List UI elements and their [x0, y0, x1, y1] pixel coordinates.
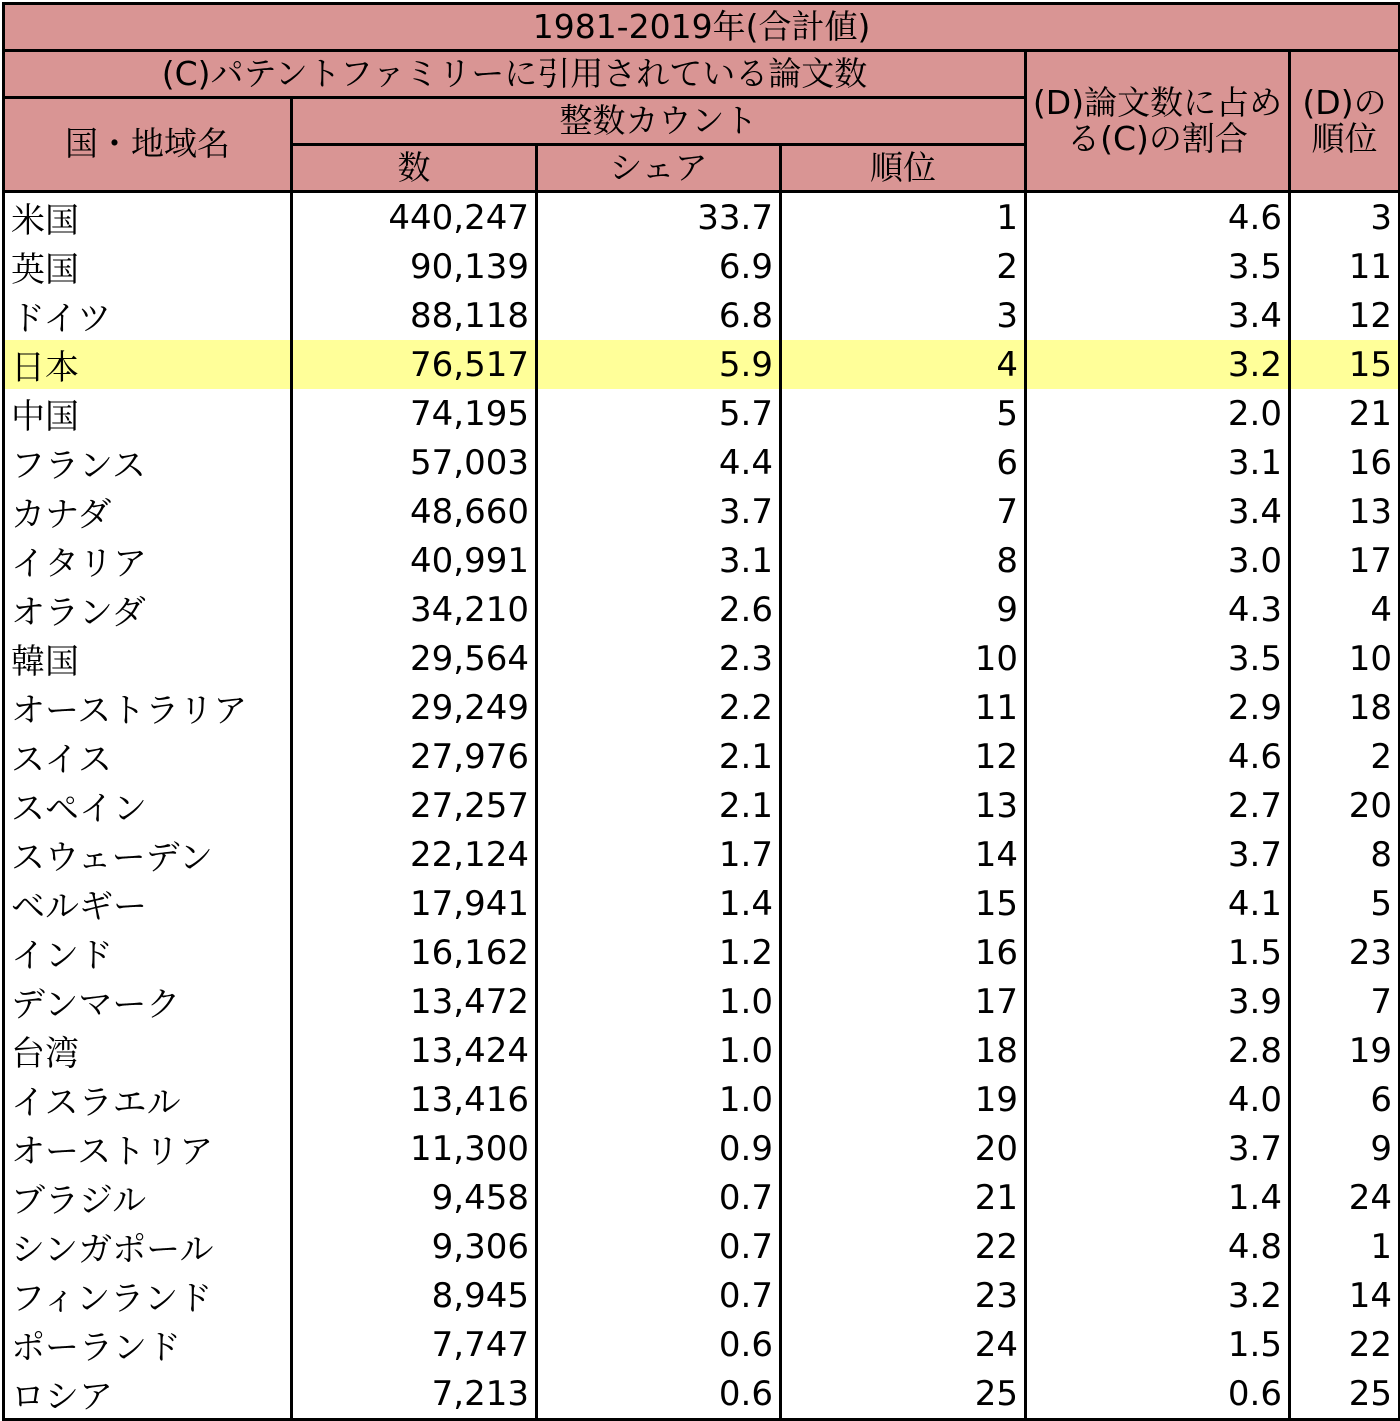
share-cell: 2.3 [537, 634, 781, 683]
count-cell: 29,249 [292, 683, 537, 732]
ratio-cell: 4.6 [1026, 732, 1290, 781]
country-name-cell: 英国 [4, 242, 292, 291]
share-header: シェア [537, 145, 781, 192]
ratio-cell: 4.8 [1026, 1222, 1290, 1271]
rank-cell: 15 [781, 879, 1026, 928]
table-row [4, 438, 1400, 487]
share-cell: 2.2 [537, 683, 781, 732]
country-name-cell: ポーランド [4, 1320, 292, 1369]
ratio-cell: 4.1 [1026, 879, 1290, 928]
d-rank-cell: 7 [1290, 977, 1400, 1026]
rank-cell: 6 [781, 438, 1026, 487]
ratio-cell: 4.3 [1026, 585, 1290, 634]
rank-cell: 17 [781, 977, 1026, 1026]
table-row [4, 781, 1400, 830]
table-row [4, 928, 1400, 977]
ratio-cell: 2.8 [1026, 1026, 1290, 1075]
rank-cell: 13 [781, 781, 1026, 830]
count-cell: 27,976 [292, 732, 537, 781]
country-name-cell: ロシア [4, 1369, 292, 1420]
country-name-cell: フィンランド [4, 1271, 292, 1320]
rank-cell: 21 [781, 1173, 1026, 1222]
rank-cell: 5 [781, 389, 1026, 438]
table-row [4, 732, 1400, 781]
rank-cell: 4 [781, 340, 1026, 389]
d-rank-cell: 12 [1290, 291, 1400, 340]
table-body [4, 192, 1400, 1420]
d-rank-cell: 18 [1290, 683, 1400, 732]
d-rank-cell: 11 [1290, 242, 1400, 291]
rank-cell: 11 [781, 683, 1026, 732]
share-cell: 3.1 [537, 536, 781, 585]
table-row [4, 340, 1400, 389]
d-rank-header: (D)の順位 [1290, 51, 1400, 192]
d-ratio-header: (D)論文数に占める(C)の割合 [1026, 51, 1290, 192]
table-row [4, 389, 1400, 438]
ratio-cell: 3.5 [1026, 242, 1290, 291]
count-cell: 16,162 [292, 928, 537, 977]
share-cell: 4.4 [537, 438, 781, 487]
d-rank-cell: 6 [1290, 1075, 1400, 1124]
table-row [4, 585, 1400, 634]
count-cell: 34,210 [292, 585, 537, 634]
d-rank-cell: 19 [1290, 1026, 1400, 1075]
ratio-cell: 3.4 [1026, 291, 1290, 340]
share-cell: 2.1 [537, 781, 781, 830]
share-cell: 1.0 [537, 1026, 781, 1075]
table-row [4, 977, 1400, 1026]
c-title-header: (C)パテントファミリーに引用されている論文数 [4, 51, 1026, 98]
rank-cell: 20 [781, 1124, 1026, 1173]
rank-cell: 18 [781, 1026, 1026, 1075]
country-name-cell: インド [4, 928, 292, 977]
country-header: 国・地域名 [4, 98, 292, 192]
country-name-cell: デンマーク [4, 977, 292, 1026]
d-rank-cell: 24 [1290, 1173, 1400, 1222]
rank-cell: 23 [781, 1271, 1026, 1320]
table-row [4, 1026, 1400, 1075]
table-row [4, 1271, 1400, 1320]
ratio-cell: 2.0 [1026, 389, 1290, 438]
count-cell: 440,247 [292, 192, 537, 243]
ratio-cell: 1.4 [1026, 1173, 1290, 1222]
ratio-cell: 3.1 [1026, 438, 1290, 487]
count-header: 数 [292, 145, 537, 192]
ratio-cell: 4.0 [1026, 1075, 1290, 1124]
count-cell: 8,945 [292, 1271, 537, 1320]
share-cell: 1.4 [537, 879, 781, 928]
country-name-cell: オーストリア [4, 1124, 292, 1173]
period-header: 1981-2019年(合計値) [4, 4, 1400, 51]
share-cell: 5.9 [537, 340, 781, 389]
country-name-cell: フランス [4, 438, 292, 487]
country-name-cell: カナダ [4, 487, 292, 536]
country-name-cell: 韓国 [4, 634, 292, 683]
ratio-cell: 0.6 [1026, 1369, 1290, 1420]
table-row [4, 1320, 1400, 1369]
table-row [4, 1222, 1400, 1271]
country-name-cell: 台湾 [4, 1026, 292, 1075]
count-cell: 88,118 [292, 291, 537, 340]
share-cell: 1.0 [537, 1075, 781, 1124]
d-rank-cell: 9 [1290, 1124, 1400, 1173]
count-cell: 9,458 [292, 1173, 537, 1222]
d-rank-cell: 22 [1290, 1320, 1400, 1369]
ratio-cell: 3.7 [1026, 830, 1290, 879]
rank-cell: 25 [781, 1369, 1026, 1420]
share-cell: 0.6 [537, 1369, 781, 1420]
share-cell: 2.1 [537, 732, 781, 781]
count-cell: 13,416 [292, 1075, 537, 1124]
rank-cell: 12 [781, 732, 1026, 781]
rank-cell: 8 [781, 536, 1026, 585]
share-cell: 33.7 [537, 192, 781, 243]
count-cell: 9,306 [292, 1222, 537, 1271]
patent-citation-table [2, 2, 1400, 1421]
count-cell: 13,424 [292, 1026, 537, 1075]
ratio-cell: 2.7 [1026, 781, 1290, 830]
d-rank-cell: 13 [1290, 487, 1400, 536]
rank-cell: 3 [781, 291, 1026, 340]
country-name-cell: 日本 [4, 340, 292, 389]
country-name-cell: ベルギー [4, 879, 292, 928]
share-cell: 0.6 [537, 1320, 781, 1369]
count-cell: 11,300 [292, 1124, 537, 1173]
ratio-cell: 3.9 [1026, 977, 1290, 1026]
count-cell: 29,564 [292, 634, 537, 683]
ratio-cell: 1.5 [1026, 1320, 1290, 1369]
share-cell: 1.2 [537, 928, 781, 977]
count-cell: 27,257 [292, 781, 537, 830]
table-row [4, 830, 1400, 879]
d-rank-cell: 17 [1290, 536, 1400, 585]
share-cell: 0.7 [537, 1173, 781, 1222]
count-cell: 48,660 [292, 487, 537, 536]
country-name-cell: シンガポール [4, 1222, 292, 1271]
table-row [4, 1124, 1400, 1173]
country-name-cell: ドイツ [4, 291, 292, 340]
rank-cell: 1 [781, 192, 1026, 243]
d-rank-cell: 5 [1290, 879, 1400, 928]
count-cell: 7,747 [292, 1320, 537, 1369]
count-cell: 22,124 [292, 830, 537, 879]
country-name-cell: 米国 [4, 192, 292, 243]
table-row [4, 242, 1400, 291]
ratio-cell: 2.9 [1026, 683, 1290, 732]
d-rank-cell: 2 [1290, 732, 1400, 781]
ratio-cell: 3.4 [1026, 487, 1290, 536]
rank-cell: 22 [781, 1222, 1026, 1271]
ratio-cell: 4.6 [1026, 192, 1290, 243]
share-cell: 5.7 [537, 389, 781, 438]
count-cell: 7,213 [292, 1369, 537, 1420]
rank-cell: 24 [781, 1320, 1026, 1369]
count-cell: 40,991 [292, 536, 537, 585]
rank-header: 順位 [781, 145, 1026, 192]
count-cell: 13,472 [292, 977, 537, 1026]
country-name-cell: スペイン [4, 781, 292, 830]
d-rank-cell: 4 [1290, 585, 1400, 634]
ratio-cell: 3.7 [1026, 1124, 1290, 1173]
d-rank-cell: 1 [1290, 1222, 1400, 1271]
country-name-cell: ブラジル [4, 1173, 292, 1222]
ratio-cell: 3.2 [1026, 1271, 1290, 1320]
d-rank-cell: 8 [1290, 830, 1400, 879]
count-cell: 57,003 [292, 438, 537, 487]
d-rank-cell: 3 [1290, 192, 1400, 243]
count-cell: 76,517 [292, 340, 537, 389]
d-rank-cell: 16 [1290, 438, 1400, 487]
rank-cell: 10 [781, 634, 1026, 683]
integer-count-header: 整数カウント [292, 98, 1026, 145]
count-cell: 90,139 [292, 242, 537, 291]
d-rank-cell: 14 [1290, 1271, 1400, 1320]
ratio-cell: 1.5 [1026, 928, 1290, 977]
share-cell: 0.7 [537, 1271, 781, 1320]
table-row [4, 1173, 1400, 1222]
share-cell: 1.0 [537, 977, 781, 1026]
rank-cell: 9 [781, 585, 1026, 634]
share-cell: 3.7 [537, 487, 781, 536]
d-rank-cell: 15 [1290, 340, 1400, 389]
table-row [4, 536, 1400, 585]
rank-cell: 14 [781, 830, 1026, 879]
count-cell: 17,941 [292, 879, 537, 928]
table-row [4, 683, 1400, 732]
share-cell: 0.7 [537, 1222, 781, 1271]
d-rank-cell: 10 [1290, 634, 1400, 683]
count-cell: 74,195 [292, 389, 537, 438]
ratio-cell: 3.5 [1026, 634, 1290, 683]
table-row [4, 634, 1400, 683]
rank-cell: 19 [781, 1075, 1026, 1124]
share-cell: 1.7 [537, 830, 781, 879]
country-name-cell: イタリア [4, 536, 292, 585]
d-rank-cell: 25 [1290, 1369, 1400, 1420]
share-cell: 2.6 [537, 585, 781, 634]
share-cell: 0.9 [537, 1124, 781, 1173]
ratio-cell: 3.0 [1026, 536, 1290, 585]
country-name-cell: スウェーデン [4, 830, 292, 879]
share-cell: 6.9 [537, 242, 781, 291]
table-row [4, 1075, 1400, 1124]
d-rank-cell: 20 [1290, 781, 1400, 830]
d-rank-cell: 23 [1290, 928, 1400, 977]
share-cell: 6.8 [537, 291, 781, 340]
rank-cell: 16 [781, 928, 1026, 977]
rank-cell: 7 [781, 487, 1026, 536]
ratio-cell: 3.2 [1026, 340, 1290, 389]
table-row [4, 192, 1400, 243]
rank-cell: 2 [781, 242, 1026, 291]
table-row [4, 487, 1400, 536]
table-row [4, 291, 1400, 340]
table-row [4, 879, 1400, 928]
table-row [4, 1369, 1400, 1420]
country-name-cell: イスラエル [4, 1075, 292, 1124]
d-rank-cell: 21 [1290, 389, 1400, 438]
country-name-cell: オランダ [4, 585, 292, 634]
country-name-cell: オーストラリア [4, 683, 292, 732]
country-name-cell: 中国 [4, 389, 292, 438]
country-name-cell: スイス [4, 732, 292, 781]
